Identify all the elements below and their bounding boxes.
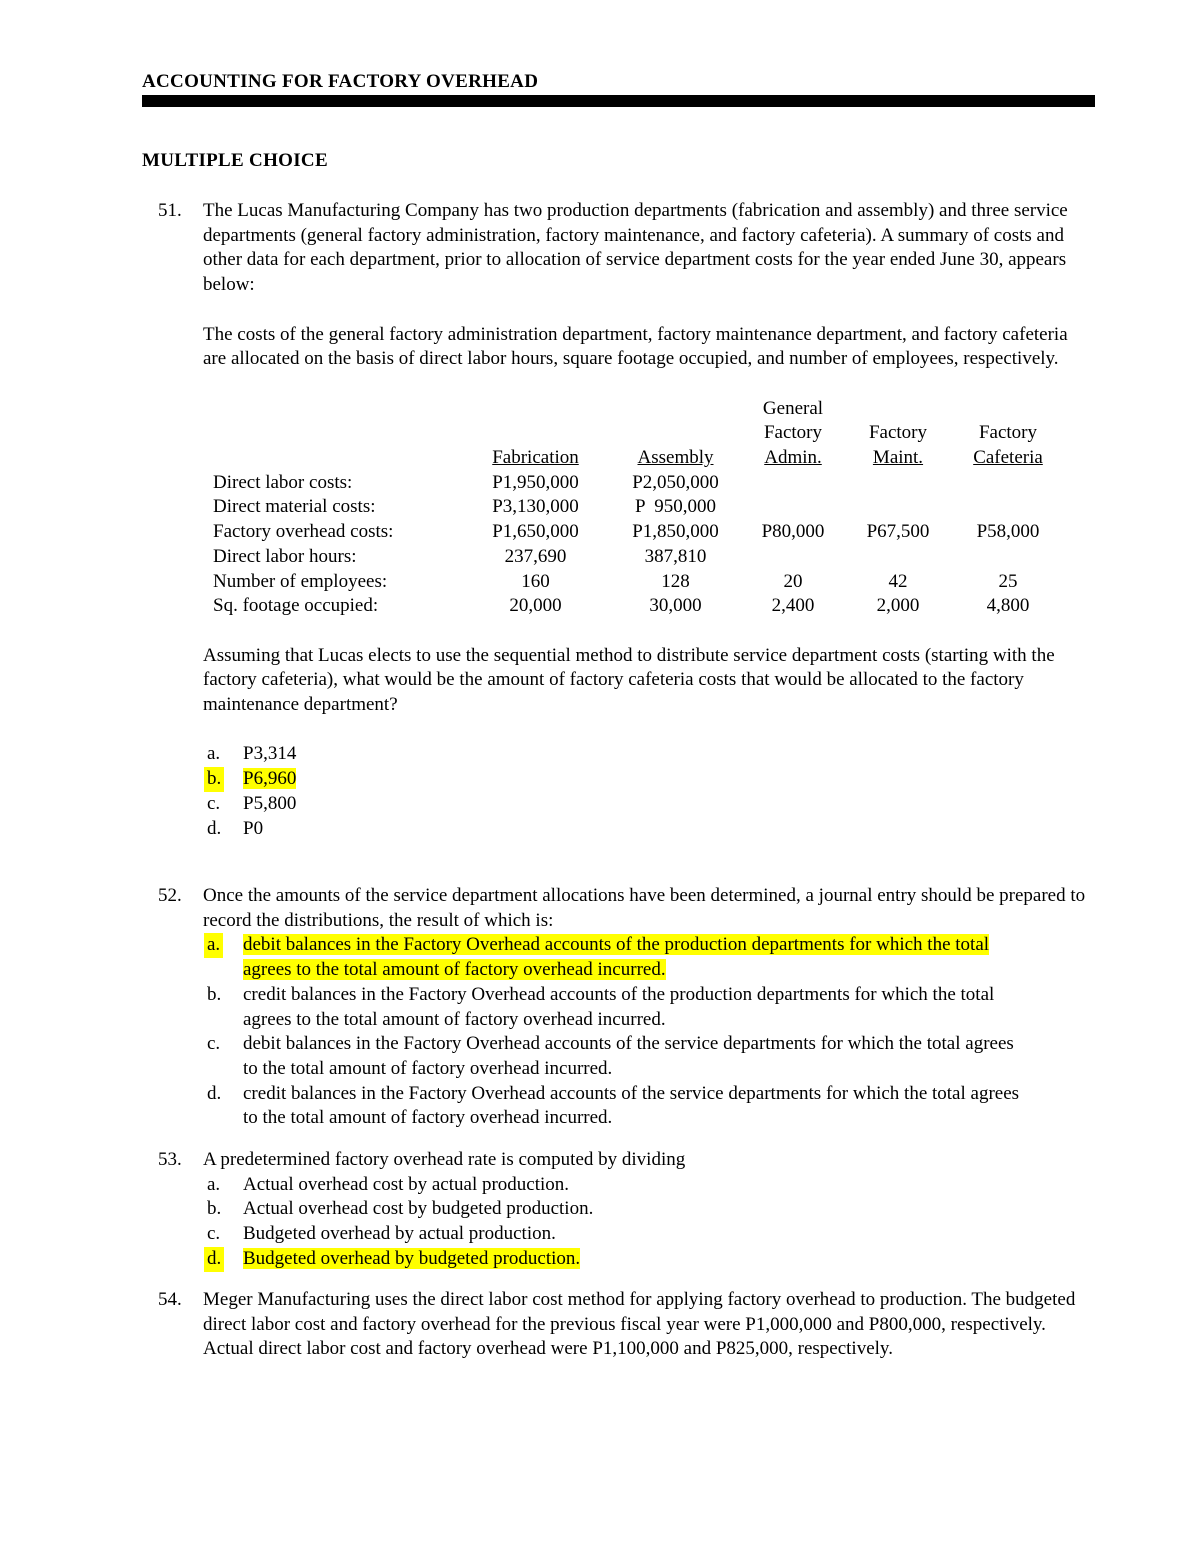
question-text: Once the amounts of the service department allocations have been determined, a journal entry should be prepared to record the distributions, the result of which is: xyxy=(203,885,1086,931)
cell-fc xyxy=(953,545,1063,570)
option-letter: c. xyxy=(207,792,221,814)
option-letter: d. xyxy=(207,817,222,839)
table-row xyxy=(213,594,1063,619)
answer-option xyxy=(203,1032,1023,1081)
cell-asm: 128 xyxy=(661,570,690,592)
cell-gfa: 2,400 xyxy=(771,595,815,617)
option-letter: b. xyxy=(207,1198,222,1220)
document-title: ACCOUNTING FOR FACTORY OVERHEAD xyxy=(142,71,539,92)
cell-fm: 42 xyxy=(888,570,908,592)
question-54 xyxy=(142,1288,1102,1362)
cell-asm: 30,000 xyxy=(649,595,702,617)
header-fm-line2: Maint. xyxy=(872,447,924,468)
cell-fab: 237,690 xyxy=(504,545,567,567)
question-51 xyxy=(142,199,1102,841)
cell-fc: 25 xyxy=(998,570,1018,592)
header-gfa-line2: Factory xyxy=(763,422,823,444)
header-assembly: Assembly xyxy=(637,447,714,468)
row-label: Direct labor costs: xyxy=(213,471,353,493)
cell-gfa xyxy=(743,545,843,570)
cell-asm: P1,850,000 xyxy=(632,521,719,543)
cell-fc xyxy=(953,471,1063,496)
option-letter: a. xyxy=(204,933,223,958)
option-text: Budgeted overhead by budgeted production. xyxy=(243,1247,581,1269)
allocation-basis: The costs of the general factory administration department, factory maintenance department, and factory cafeteria are allocated on the basis of direct labor hours, square footage occupied, and number of employees, respectively. xyxy=(203,323,1068,370)
cell-asm: P2,050,000 xyxy=(632,471,719,493)
table-row xyxy=(213,545,1063,570)
option-letter: a. xyxy=(207,743,221,765)
cell-asm: P 950,000 xyxy=(634,496,717,518)
question-text: Assuming that Lucas elects to use the sequential method to distribute service department costs (starting with the factory cafeteria), what would be the amount of factory cafeteria costs that would be allocated to the factory maintenance department? xyxy=(203,644,1055,716)
cell-gfa: 20 xyxy=(783,570,803,592)
cell-fab: P1,650,000 xyxy=(492,521,579,543)
option-letter: c. xyxy=(207,1223,221,1245)
row-label: Factory overhead costs: xyxy=(213,521,394,543)
header-gfa-line3: Admin. xyxy=(764,447,822,468)
row-label: Sq. footage occupied: xyxy=(213,595,379,617)
cell-fm xyxy=(843,545,953,570)
table-row xyxy=(213,471,1063,496)
option-text: P6,960 xyxy=(243,768,297,790)
cell-fm: P67,500 xyxy=(866,521,930,543)
cell-fab: 20,000 xyxy=(509,595,562,617)
answer-option xyxy=(203,1222,1093,1247)
header-fm-line1: Factory xyxy=(868,422,928,444)
answer-option xyxy=(203,983,1023,1032)
section-title: MULTIPLE CHOICE xyxy=(142,150,328,171)
option-letter: d. xyxy=(207,1082,222,1104)
option-text: P5,800 xyxy=(243,792,297,814)
answer-option-correct xyxy=(203,933,1023,982)
header-gfa-line1: General xyxy=(762,397,824,419)
option-letter: d. xyxy=(204,1247,224,1272)
answer-option-correct xyxy=(203,767,1093,792)
header-fc-line1: Factory xyxy=(978,422,1038,444)
question-text: Meger Manufacturing uses the direct labor cost method for applying factory overhead to production. The budgeted direct labor cost and factory overhead for the previous fiscal year were P1,000,000 and P800,000, respectively. Actual direct labor cost and factory overhead were P1,100,000 and P825,000, respectively. xyxy=(203,1289,1076,1360)
cell-fab: P3,130,000 xyxy=(492,496,579,518)
option-text: Budgeted overhead by actual production. xyxy=(243,1223,556,1245)
question-53 xyxy=(142,1148,1102,1272)
row-label: Direct material costs: xyxy=(213,496,376,518)
option-text: P3,314 xyxy=(243,743,297,765)
department-data-table xyxy=(213,397,1063,619)
cell-fab: P1,950,000 xyxy=(492,471,579,493)
table-row xyxy=(213,495,1063,520)
option-letter: c. xyxy=(207,1033,221,1055)
cell-fm xyxy=(843,471,953,496)
option-text: debit balances in the Factory Overhead accounts of the production departments for which the total agrees to the total amount of factory overhead incurred. xyxy=(243,934,990,981)
question-number: 51. xyxy=(158,200,182,221)
cell-fc: 4,800 xyxy=(986,595,1030,617)
cell-fc: P58,000 xyxy=(976,521,1040,543)
option-text: Actual overhead cost by actual production. xyxy=(243,1173,570,1195)
option-letter: b. xyxy=(204,767,224,792)
cell-fab: 160 xyxy=(521,570,550,592)
answer-option xyxy=(203,1197,1093,1222)
option-letter: b. xyxy=(207,983,222,1005)
answer-option xyxy=(203,1082,1023,1131)
question-number: 52. xyxy=(158,885,182,906)
option-text: P0 xyxy=(243,817,264,839)
cell-gfa xyxy=(743,471,843,496)
answer-option xyxy=(203,1173,1093,1198)
option-text: debit balances in the Factory Overhead accounts of the service departments for which the total agrees to the total amount of factory overhead incurred. xyxy=(243,1033,1014,1079)
row-label: Number of employees: xyxy=(213,570,388,592)
cell-gfa: P80,000 xyxy=(761,521,825,543)
answer-option-correct xyxy=(203,1247,1093,1272)
question-number: 53. xyxy=(158,1149,182,1170)
answer-option xyxy=(203,817,1093,842)
option-text: credit balances in the Factory Overhead accounts of the production departments for which the total agrees to the total amount of factory overhead incurred. xyxy=(243,983,995,1030)
table-row xyxy=(213,520,1063,545)
table-row xyxy=(213,570,1063,595)
question-text: A predetermined factory overhead rate is computed by dividing xyxy=(203,1149,686,1170)
question-number: 54. xyxy=(158,1289,182,1310)
cell-gfa xyxy=(743,495,843,520)
question-52 xyxy=(142,884,1102,1131)
cell-fm xyxy=(843,495,953,520)
answer-option xyxy=(203,742,1093,767)
cell-fc xyxy=(953,495,1063,520)
question-intro: The Lucas Manufacturing Company has two production departments (fabrication and assembly) and three service departments (general factory administration, factory maintenance, and factory cafeteria). A summary of costs and other data for each department, prior to allocation of service department costs for the year ended June 30, appears below: xyxy=(203,200,1068,296)
answer-option xyxy=(203,792,1093,817)
option-text: credit balances in the Factory Overhead accounts of the service departments for which the total agrees to the total amount of factory overhead incurred. xyxy=(243,1082,1020,1129)
header-fabrication: Fabrication xyxy=(492,447,579,468)
option-letter: a. xyxy=(207,1173,221,1195)
row-label: Direct labor hours: xyxy=(213,545,357,567)
header-fc-line2: Cafeteria xyxy=(973,447,1043,468)
option-text: Actual overhead cost by budgeted production. xyxy=(243,1198,594,1220)
title-rule xyxy=(142,95,1095,107)
cell-asm: 387,810 xyxy=(644,545,707,567)
cell-fm: 2,000 xyxy=(876,595,920,617)
